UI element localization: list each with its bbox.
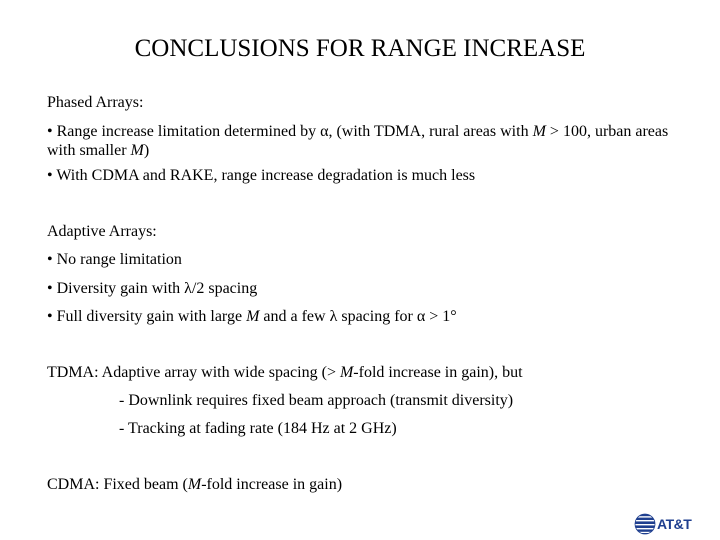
text: spacing for [337,308,417,325]
text: • Diversity gain with [47,280,185,297]
phased-arrays-heading: Phased Arrays: [47,94,144,111]
text: > 1° [425,308,457,325]
gt-symbol: > [326,364,336,381]
text: 100, urban areas with smaller [47,123,669,159]
m-variable: M [187,476,202,493]
text: • Range increase limitation determined by [47,123,321,140]
phased-bullet-range-limitation [47,122,697,160]
lambda-symbol: λ [184,280,192,297]
text: -fold increase in gain), but [353,364,523,381]
m-variable: M [532,123,546,140]
text: CDMA: Fixed beam ( [47,476,188,493]
adaptive-bullet-full-diversity [47,307,457,326]
text: /2 spacing [191,280,258,297]
gt-symbol: > [545,123,563,140]
adaptive-bullet-no-limitation: • No range limitation [47,251,182,268]
alpha-symbol: α [416,308,426,325]
text: TDMA: Adaptive array with wide spacing ( [47,364,327,381]
text: • Full diversity gain with large [47,308,247,325]
phased-bullet-cdma-rake: • With CDMA and RAKE, range increase degradation is much less [47,167,476,184]
tdma-sub-tracking: - Tracking at fading rate (184 Hz at 2 GHz) [119,420,397,437]
att-logo [634,512,694,538]
tdma-line [47,363,523,382]
m-variable: M [335,364,354,381]
m-variable: M [246,308,260,325]
att-globe-icon [634,513,658,537]
alpha-symbol: α [320,123,329,140]
text: -fold increase in gain) [201,476,343,493]
adaptive-arrays-heading: Adaptive Arrays: [47,223,157,240]
text: , (with TDMA, rural areas with [328,123,533,140]
lambda-symbol: λ [329,308,338,325]
adaptive-bullet-diversity-gain [47,279,257,298]
slide-title: CONCLUSIONS FOR RANGE INCREASE [134,35,586,62]
att-logo-text: AT&T [657,516,692,532]
m-variable: M [130,142,144,159]
tdma-sub-downlink: - Downlink requires fixed beam approach (transmit diversity) [119,392,514,409]
text: and a few [259,308,330,325]
text: ) [143,142,150,159]
cdma-line [47,475,342,494]
